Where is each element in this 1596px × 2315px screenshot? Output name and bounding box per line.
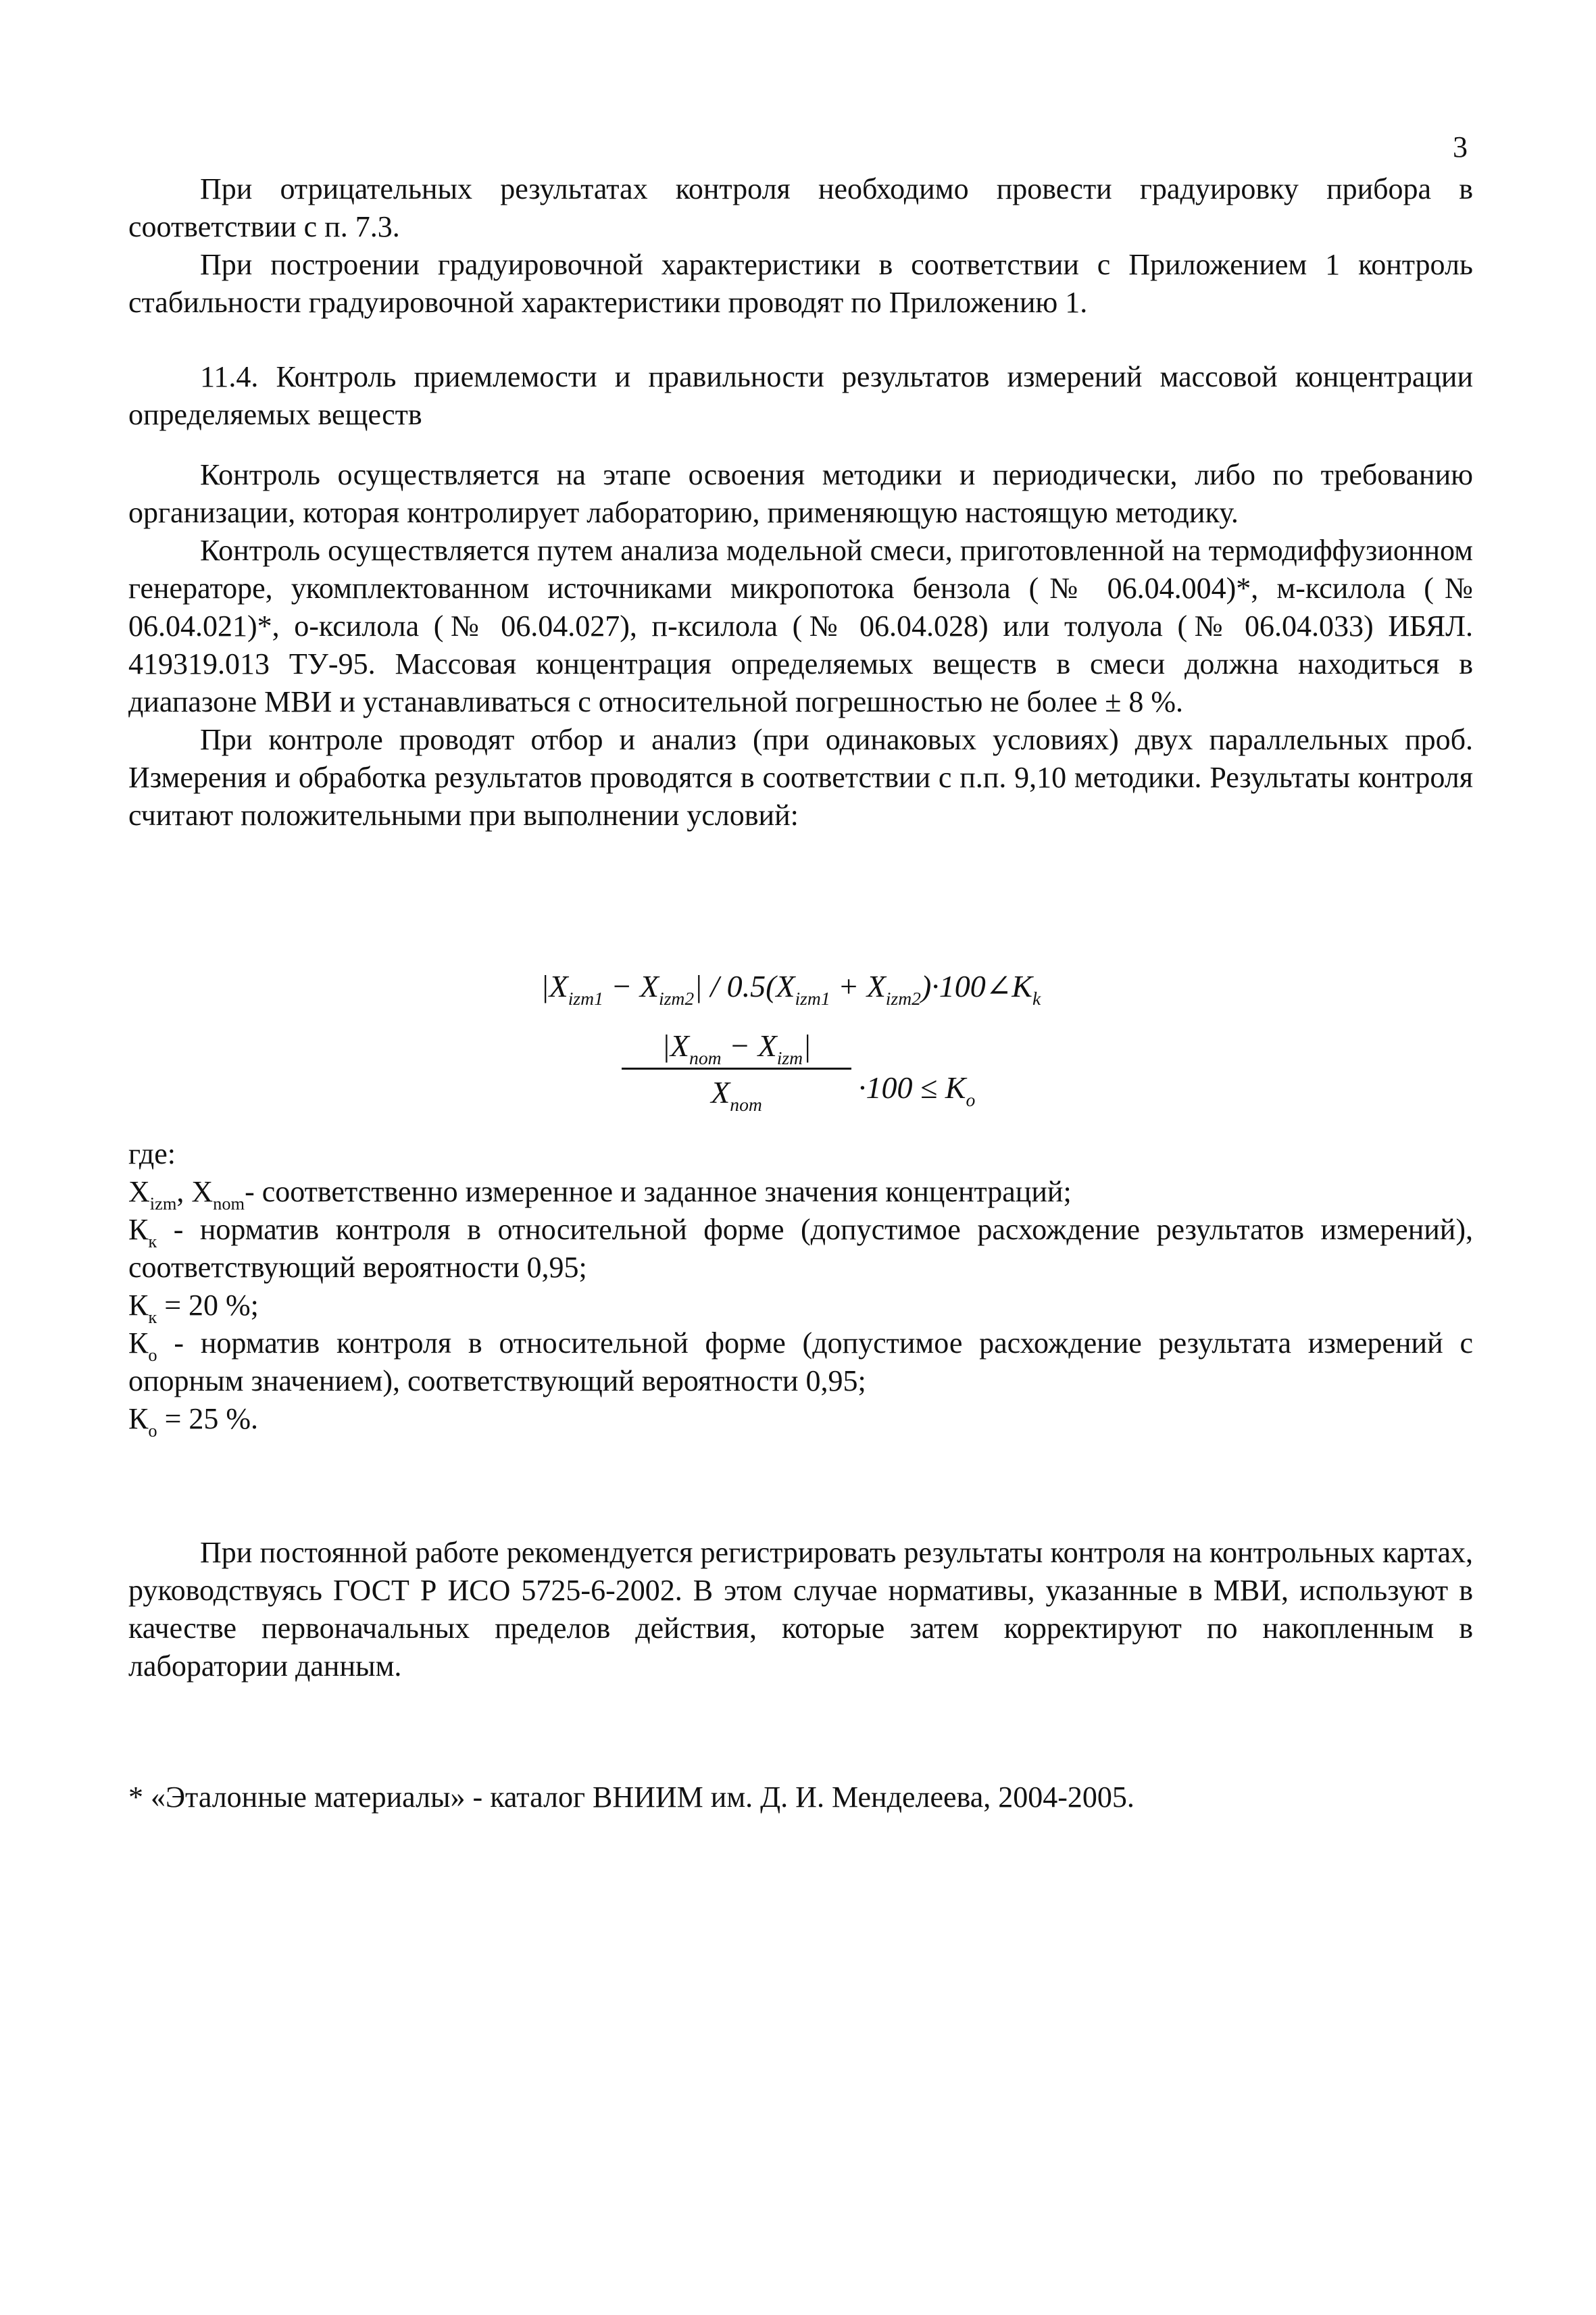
- formula-repeatability: $|X_{izm1} - X_{izm2}| / 0.5(X_{izm1}$ + $X_{izm2})\cdot 100\angle K_k$: [541, 969, 1041, 1009]
- paragraph-control-charts: При постоянной работе рекомендуется регистрировать результаты контроля на контрольных картах, руководствуясь ГОСТ Р ИСО 5725-6-2002. В этом случае нормативы, указанные в МВИ, используют в качестве первоначальных пределов действия, которые затем корректируют по накопленным в лаборатории данным.: [128, 1536, 1473, 1683]
- paragraph-control-stage: Контроль осуществляется на этапе освоения методики и периодически, либо по требованию организации, которая контролирует лабораторию, применяющую настоящую методику.: [128, 458, 1473, 529]
- definition-x: $X_{izm}$, $X_{nom}-$ соответственно измеренное и заданное значения концентраций;: [128, 1175, 1072, 1214]
- intro-block: [128, 170, 1473, 322]
- definitions: [128, 1135, 1473, 1441]
- fraction-bar: [622, 1068, 851, 1070]
- control-charts-block: [128, 1534, 1473, 1685]
- formula-accuracy-tail: $\cdot 100 \le K_o$: [858, 1070, 976, 1110]
- paragraph-model-mixture: Контроль осуществляется путем анализа модельной смеси, приготовленной на термодиффузионном генераторе, укомплектованном источниками микропотока бензола (№ 06.04.004)*, м-ксилола (№ 06.04.021)*, о-ксилола (№ 06.04.027), п-ксилола (№ 06.04.028) или толуола (№ 06.04.033) ИБЯЛ. 419319.013 ТУ-95. Массовая концентрация определяемых веществ в смеси должна находиться в диапазоне МВИ и устанавливаться с относительной погрешностью не более ± 8 %.: [128, 534, 1473, 718]
- definition-ko: $К_о$ - норматив контроля в относительной форме (допустимое расхождение результата измерений с опорным значением), соответствующий вероятности 0,95;: [128, 1326, 1473, 1397]
- paragraph-regrading: При отрицательных результатах контроля необходимо провести градуировку прибора в соответствии с п. 7.3.: [128, 172, 1473, 243]
- value-kk: $К_к = 20$ %;: [128, 1289, 259, 1327]
- fraction-denominator: $X_{nom}$: [711, 1075, 762, 1115]
- definition-kk: $К_к$ - норматив контроля в относительной форме (допустимое расхождение результатов измерений), соответствующий вероятности 0,95;: [128, 1213, 1473, 1284]
- paragraph-parallel-samples: При контроле проводят отбор и анализ (при одинаковых условиях) двух параллельных проб. Измерения и обработка результатов проводятся в соответствии с п.п. 9,10 методики. Результаты контроля считают положительными при выполнении условий:: [128, 723, 1473, 832]
- value-ko: $К_о = 25$ %.: [128, 1402, 259, 1441]
- control-block: [128, 456, 1473, 835]
- page-number: 3: [1453, 130, 1468, 164]
- footnote: * «Эталонные материалы» - каталог ВНИИМ им. Д. И. Менделеева, 2004-2005.: [128, 1781, 1134, 1814]
- fraction-numerator: $|X_{nom} - X_{izm}|$: [662, 1028, 812, 1068]
- paragraph-calibration-stability: При построении градуировочной характеристики в соответствии с Приложением 1 контроль стабильности градуировочной характеристики проводят по Приложению 1.: [128, 248, 1473, 319]
- section-heading-block: [128, 358, 1473, 434]
- section-heading: 11.4. Контроль приемлемости и правильности результатов измерений массовой концентрации определяемых веществ: [128, 360, 1473, 431]
- where-label: где:: [128, 1137, 176, 1170]
- formula-accuracy-fraction: [622, 1027, 851, 1115]
